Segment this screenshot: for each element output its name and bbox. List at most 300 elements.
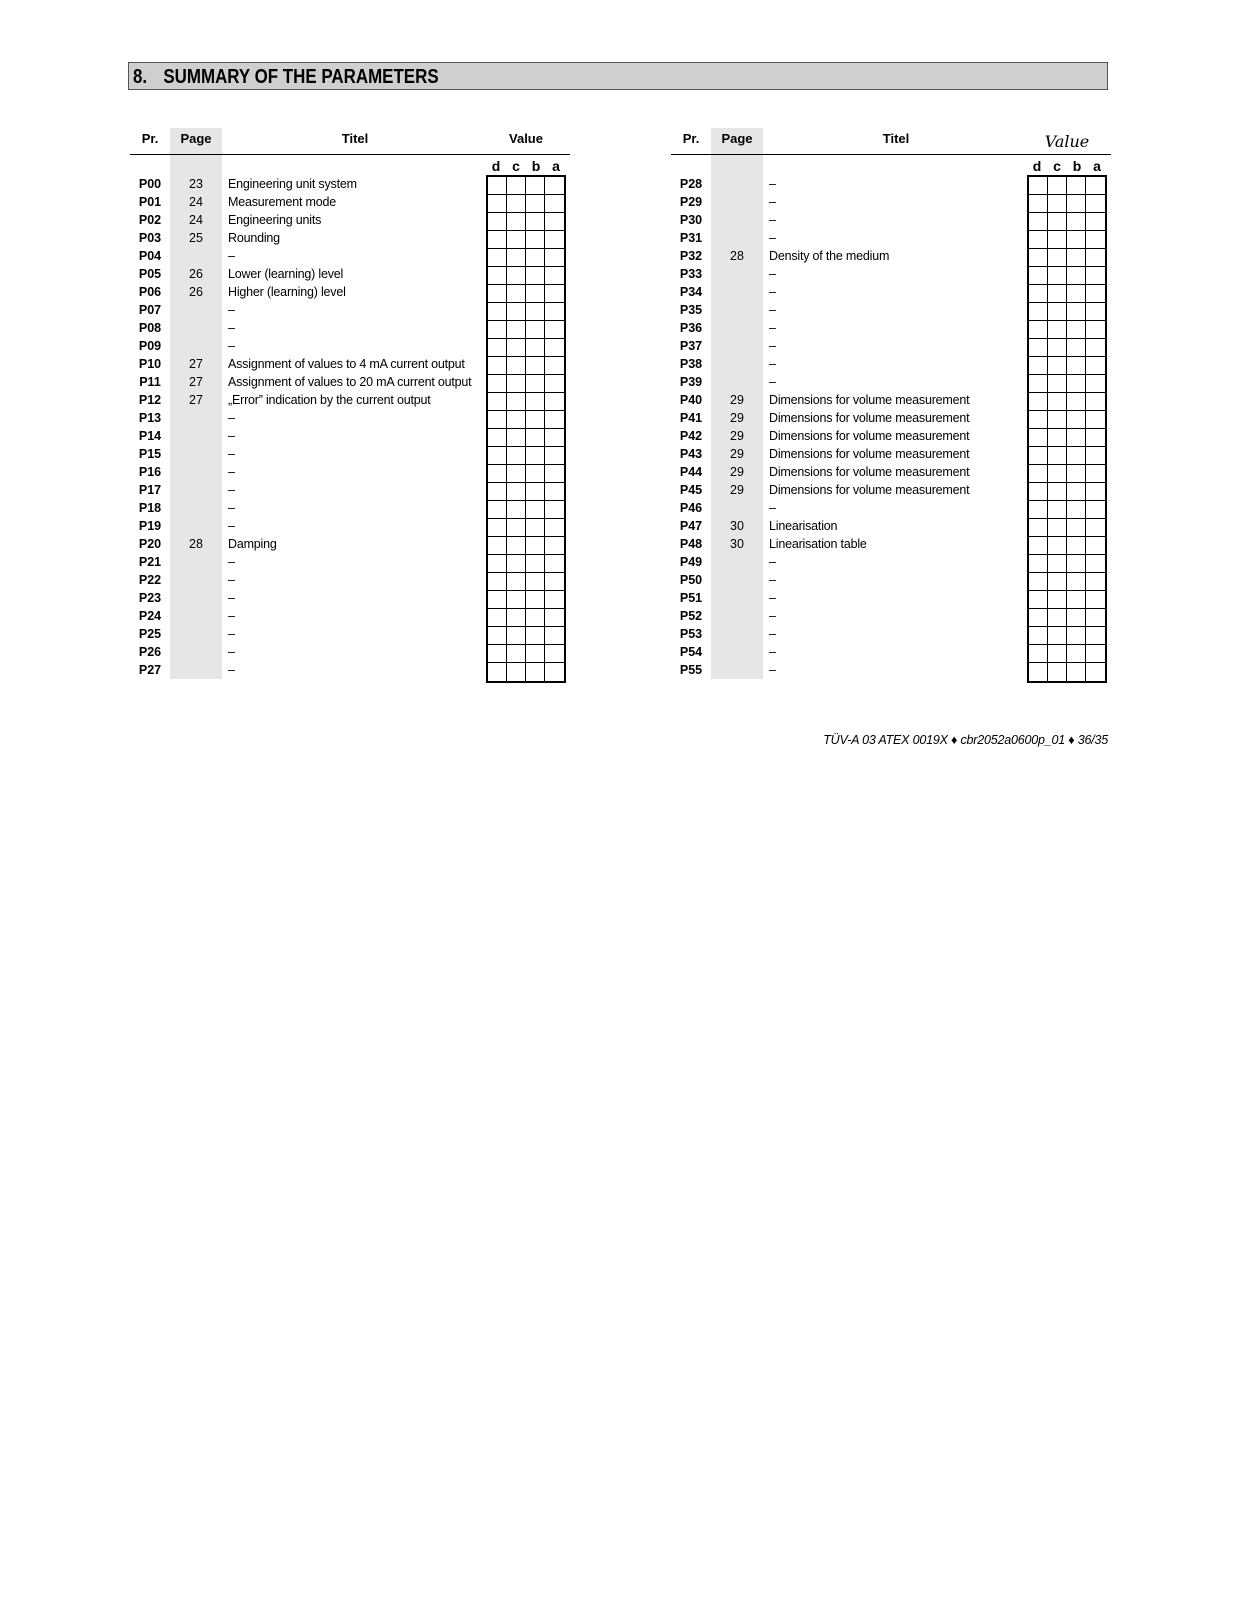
- value-entry-cell[interactable]: [1029, 627, 1048, 644]
- value-entry-cell[interactable]: [1048, 573, 1067, 590]
- value-entry-cell[interactable]: [526, 339, 545, 356]
- value-entry-cell[interactable]: [488, 357, 507, 374]
- parameter-title: Dimensions for volume measurement: [769, 429, 970, 443]
- value-entry-cell[interactable]: [1067, 609, 1086, 626]
- value-entry-cell[interactable]: [488, 627, 507, 644]
- value-entry-cell[interactable]: [1048, 303, 1067, 320]
- value-entry-cell[interactable]: [526, 231, 545, 248]
- parameter-title: Higher (learning) level: [228, 285, 346, 299]
- value-entry-cell[interactable]: [526, 411, 545, 428]
- column-header-page: Page: [711, 128, 763, 154]
- value-entry-cell[interactable]: [1086, 645, 1105, 662]
- value-entry-cell[interactable]: [1067, 537, 1086, 554]
- value-entry-cell[interactable]: [488, 447, 507, 464]
- value-entry-cell[interactable]: [1048, 483, 1067, 500]
- value-entry-cell[interactable]: [526, 357, 545, 374]
- value-entry-cell[interactable]: [507, 177, 526, 194]
- value-entry-cell[interactable]: [1029, 537, 1048, 554]
- value-entry-cell[interactable]: [545, 429, 564, 446]
- value-entry-cell[interactable]: [545, 591, 564, 608]
- value-entry-cell[interactable]: [507, 573, 526, 590]
- value-entry-cell[interactable]: [1029, 303, 1048, 320]
- value-entry-cell[interactable]: [1086, 357, 1105, 374]
- value-entry-cell[interactable]: [1086, 375, 1105, 392]
- value-entry-row: [488, 447, 564, 465]
- value-entry-cell[interactable]: [545, 375, 564, 392]
- value-entry-cell[interactable]: [507, 249, 526, 266]
- value-entry-cell[interactable]: [1067, 195, 1086, 212]
- value-entry-cell[interactable]: [1086, 537, 1105, 554]
- value-entry-cell[interactable]: [1067, 303, 1086, 320]
- value-entry-cell[interactable]: [488, 465, 507, 482]
- value-entry-cell[interactable]: [507, 393, 526, 410]
- value-entry-cell[interactable]: [1086, 663, 1105, 681]
- parameter-title: Dimensions for volume measurement: [769, 483, 970, 497]
- parameter-number: P55: [679, 663, 703, 677]
- value-entry-cell[interactable]: [1029, 321, 1048, 338]
- parameter-title: –: [228, 573, 235, 587]
- value-entry-cell[interactable]: [1067, 447, 1086, 464]
- value-entry-cell[interactable]: [1029, 393, 1048, 410]
- page-number: 30: [711, 535, 763, 553]
- value-entry-cell[interactable]: [1048, 213, 1067, 230]
- value-entry-cell[interactable]: [545, 195, 564, 212]
- value-entry-cell[interactable]: [1048, 267, 1067, 284]
- value-entry-cell[interactable]: [488, 537, 507, 554]
- value-entry-cell[interactable]: [1067, 573, 1086, 590]
- value-entry-cell[interactable]: [1048, 321, 1067, 338]
- value-entry-cell[interactable]: [1086, 573, 1105, 590]
- value-entry-cell[interactable]: [1067, 411, 1086, 428]
- value-entry-row: [488, 321, 564, 339]
- value-entry-cell[interactable]: [1048, 447, 1067, 464]
- value-entry-row: [1029, 627, 1105, 645]
- parameter-number: P45: [679, 483, 703, 497]
- value-entry-cell[interactable]: [1086, 195, 1105, 212]
- page-number: [170, 463, 222, 481]
- value-entry-cell[interactable]: [488, 321, 507, 338]
- parameter-number: P38: [679, 357, 703, 371]
- value-entry-cell[interactable]: [488, 501, 507, 518]
- page-number: [170, 517, 222, 535]
- page-number: 23: [170, 175, 222, 193]
- value-entry-grid: [1027, 175, 1107, 683]
- value-entry-row: [1029, 303, 1105, 321]
- value-entry-cell[interactable]: [545, 573, 564, 590]
- value-entry-cell[interactable]: [526, 267, 545, 284]
- parameter-title: Assignment of values to 20 mA current output: [228, 375, 472, 389]
- value-entry-cell[interactable]: [1067, 213, 1086, 230]
- value-entry-cell[interactable]: [507, 231, 526, 248]
- column-header-value: Value: [509, 131, 543, 146]
- value-entry-cell[interactable]: [1086, 339, 1105, 356]
- parameter-title: –: [769, 663, 776, 677]
- value-entry-cell[interactable]: [1029, 267, 1048, 284]
- value-entry-cell[interactable]: [526, 285, 545, 302]
- value-entry-cell[interactable]: [526, 663, 545, 681]
- value-entry-cell[interactable]: [1048, 195, 1067, 212]
- value-entry-cell[interactable]: [507, 429, 526, 446]
- value-entry-cell[interactable]: [1086, 321, 1105, 338]
- value-entry-cell[interactable]: [1029, 177, 1048, 194]
- value-entry-cell[interactable]: [507, 447, 526, 464]
- value-entry-cell[interactable]: [526, 447, 545, 464]
- value-entry-cell[interactable]: [488, 645, 507, 662]
- value-entry-cell[interactable]: [488, 573, 507, 590]
- value-entry-cell[interactable]: [1067, 375, 1086, 392]
- value-entry-cell[interactable]: [1048, 393, 1067, 410]
- value-entry-cell[interactable]: [526, 483, 545, 500]
- value-entry-cell[interactable]: [1048, 519, 1067, 536]
- value-entry-cell[interactable]: [1029, 285, 1048, 302]
- parameter-number: P49: [679, 555, 703, 569]
- value-entry-cell[interactable]: [526, 501, 545, 518]
- value-entry-cell[interactable]: [507, 303, 526, 320]
- value-entry-cell[interactable]: [545, 285, 564, 302]
- value-entry-cell[interactable]: [1029, 231, 1048, 248]
- value-entry-cell[interactable]: [1048, 555, 1067, 572]
- value-entry-cell[interactable]: [1048, 537, 1067, 554]
- parameter-title: –: [228, 465, 235, 479]
- value-entry-cell[interactable]: [1029, 519, 1048, 536]
- value-entry-row: [1029, 537, 1105, 555]
- value-entry-cell[interactable]: [545, 465, 564, 482]
- value-entry-cell[interactable]: [1086, 393, 1105, 410]
- value-entry-cell[interactable]: [488, 177, 507, 194]
- value-entry-cell[interactable]: [1067, 663, 1086, 681]
- value-entry-cell[interactable]: [1086, 303, 1105, 320]
- page-number: [170, 445, 222, 463]
- value-entry-cell[interactable]: [545, 663, 564, 681]
- value-entry-cell[interactable]: [1086, 501, 1105, 518]
- page-number: 30: [711, 517, 763, 535]
- value-entry-cell[interactable]: [526, 393, 545, 410]
- value-entry-cell[interactable]: [1048, 411, 1067, 428]
- value-entry-cell[interactable]: [1048, 339, 1067, 356]
- page-number: 29: [711, 445, 763, 463]
- value-entry-cell[interactable]: [1029, 501, 1048, 518]
- value-entry-cell[interactable]: [526, 465, 545, 482]
- parameter-title: Assignment of values to 4 mA current output: [228, 357, 465, 371]
- page-number: 26: [170, 283, 222, 301]
- value-entry-cell[interactable]: [507, 483, 526, 500]
- page-number: [711, 301, 763, 319]
- value-entry-cell[interactable]: [526, 627, 545, 644]
- value-entry-cell[interactable]: [1048, 177, 1067, 194]
- value-entry-cell[interactable]: [545, 267, 564, 284]
- value-entry-cell[interactable]: [1086, 177, 1105, 194]
- column-header-title: Titel: [341, 131, 369, 146]
- value-entry-cell[interactable]: [1048, 645, 1067, 662]
- value-entry-cell[interactable]: [545, 177, 564, 194]
- value-entry-cell[interactable]: [1048, 231, 1067, 248]
- page-number: [170, 571, 222, 589]
- parameter-title: –: [228, 411, 235, 425]
- value-entry-cell[interactable]: [545, 537, 564, 554]
- value-entry-cell[interactable]: [1029, 447, 1048, 464]
- value-entry-cell[interactable]: [488, 339, 507, 356]
- value-entry-cell[interactable]: [1029, 375, 1048, 392]
- value-letter: c: [512, 158, 520, 174]
- value-entry-cell[interactable]: [507, 213, 526, 230]
- value-entry-cell[interactable]: [488, 195, 507, 212]
- value-entry-cell[interactable]: [1029, 555, 1048, 572]
- value-entry-cell[interactable]: [488, 483, 507, 500]
- value-entry-cell[interactable]: [1067, 267, 1086, 284]
- value-entry-cell[interactable]: [1067, 321, 1086, 338]
- value-entry-cell[interactable]: [1048, 609, 1067, 626]
- value-entry-cell[interactable]: [545, 483, 564, 500]
- value-entry-cell[interactable]: [488, 591, 507, 608]
- value-entry-cell[interactable]: [507, 663, 526, 681]
- page-number: [170, 625, 222, 643]
- value-entry-cell[interactable]: [1067, 483, 1086, 500]
- value-entry-cell[interactable]: [526, 321, 545, 338]
- parameter-number: P27: [138, 663, 162, 677]
- parameter-number: P34: [679, 285, 703, 299]
- value-entry-cell[interactable]: [1086, 231, 1105, 248]
- value-entry-cell[interactable]: [1029, 411, 1048, 428]
- page-number: [170, 481, 222, 499]
- value-entry-cell[interactable]: [1086, 213, 1105, 230]
- page-number: 25: [170, 229, 222, 247]
- page-number: 29: [711, 481, 763, 499]
- page-number: [170, 607, 222, 625]
- value-entry-cell[interactable]: [545, 609, 564, 626]
- value-entry-cell[interactable]: [545, 555, 564, 572]
- value-entry-cell[interactable]: [1086, 447, 1105, 464]
- value-entry-cell[interactable]: [1029, 591, 1048, 608]
- value-entry-cell[interactable]: [488, 555, 507, 572]
- page-number: [170, 643, 222, 661]
- value-entry-cell[interactable]: [507, 627, 526, 644]
- value-entry-cell[interactable]: [526, 645, 545, 662]
- value-entry-cell[interactable]: [545, 231, 564, 248]
- value-entry-cell[interactable]: [507, 501, 526, 518]
- value-entry-cell[interactable]: [545, 303, 564, 320]
- value-entry-cell[interactable]: [1067, 393, 1086, 410]
- value-entry-row: [488, 627, 564, 645]
- value-entry-cell[interactable]: [1048, 627, 1067, 644]
- value-entry-cell[interactable]: [507, 285, 526, 302]
- parameter-title: –: [769, 627, 776, 641]
- value-entry-cell[interactable]: [507, 609, 526, 626]
- value-entry-cell[interactable]: [1086, 609, 1105, 626]
- value-entry-cell[interactable]: [507, 375, 526, 392]
- value-entry-cell[interactable]: [1067, 339, 1086, 356]
- value-entry-cell[interactable]: [526, 555, 545, 572]
- value-entry-cell[interactable]: [1067, 591, 1086, 608]
- value-entry-cell[interactable]: [1029, 429, 1048, 446]
- value-entry-row: [488, 393, 564, 411]
- value-entry-cell[interactable]: [545, 339, 564, 356]
- value-entry-cell[interactable]: [526, 591, 545, 608]
- value-entry-cell[interactable]: [1029, 609, 1048, 626]
- value-entry-cell[interactable]: [1086, 465, 1105, 482]
- parameter-number: P01: [138, 195, 162, 209]
- value-entry-cell[interactable]: [507, 357, 526, 374]
- value-entry-cell[interactable]: [488, 303, 507, 320]
- value-entry-cell[interactable]: [1086, 483, 1105, 500]
- value-entry-cell[interactable]: [488, 609, 507, 626]
- parameter-title: Dimensions for volume measurement: [769, 393, 970, 407]
- parameter-number: P20: [138, 537, 162, 551]
- parameter-number: P44: [679, 465, 703, 479]
- value-entry-cell[interactable]: [545, 411, 564, 428]
- parameter-title: –: [769, 267, 776, 281]
- value-entry-cell[interactable]: [545, 447, 564, 464]
- parameter-title: –: [228, 555, 235, 569]
- value-entry-cell[interactable]: [1086, 429, 1105, 446]
- value-entry-row: [488, 645, 564, 663]
- value-entry-row: [1029, 267, 1105, 285]
- value-entry-cell[interactable]: [1048, 591, 1067, 608]
- value-entry-row: [1029, 393, 1105, 411]
- value-entry-cell[interactable]: [526, 177, 545, 194]
- value-entry-cell[interactable]: [488, 375, 507, 392]
- value-entry-cell[interactable]: [507, 645, 526, 662]
- value-entry-cell[interactable]: [1086, 411, 1105, 428]
- value-entry-cell[interactable]: [1029, 483, 1048, 500]
- value-entry-cell[interactable]: [1029, 339, 1048, 356]
- value-entry-cell[interactable]: [545, 357, 564, 374]
- value-entry-cell[interactable]: [545, 519, 564, 536]
- value-entry-cell[interactable]: [1067, 429, 1086, 446]
- page-number: 27: [170, 391, 222, 409]
- value-entry-cell[interactable]: [526, 429, 545, 446]
- value-entry-cell[interactable]: [488, 663, 507, 681]
- value-entry-cell[interactable]: [526, 249, 545, 266]
- value-entry-cell[interactable]: [1029, 573, 1048, 590]
- value-entry-cell[interactable]: [545, 645, 564, 662]
- value-entry-cell[interactable]: [526, 303, 545, 320]
- value-entry-cell[interactable]: [1067, 645, 1086, 662]
- value-entry-cell[interactable]: [1048, 429, 1067, 446]
- parameter-number: P24: [138, 609, 162, 623]
- value-entry-cell[interactable]: [1086, 627, 1105, 644]
- value-entry-cell[interactable]: [1048, 501, 1067, 518]
- page-number: [711, 355, 763, 373]
- value-letter: b: [531, 158, 541, 174]
- value-entry-cell[interactable]: [507, 267, 526, 284]
- value-entry-cell[interactable]: [1029, 357, 1048, 374]
- value-entry-cell[interactable]: [526, 213, 545, 230]
- value-entry-cell[interactable]: [1029, 465, 1048, 482]
- value-letter: a: [552, 158, 560, 174]
- value-entry-cell[interactable]: [526, 573, 545, 590]
- value-entry-cell[interactable]: [1048, 375, 1067, 392]
- value-entry-row: [488, 411, 564, 429]
- value-entry-cell[interactable]: [1048, 249, 1067, 266]
- value-entry-cell[interactable]: [1029, 663, 1048, 681]
- value-entry-cell[interactable]: [488, 231, 507, 248]
- parameter-number: P23: [138, 591, 162, 605]
- value-entry-cell[interactable]: [1086, 249, 1105, 266]
- page-number: [170, 427, 222, 445]
- value-entry-cell[interactable]: [545, 393, 564, 410]
- value-entry-cell[interactable]: [526, 195, 545, 212]
- value-entry-cell[interactable]: [1067, 231, 1086, 248]
- parameter-number: P47: [679, 519, 703, 533]
- value-entry-cell[interactable]: [1048, 285, 1067, 302]
- value-entry-cell[interactable]: [545, 249, 564, 266]
- value-entry-cell[interactable]: [507, 195, 526, 212]
- value-entry-cell[interactable]: [488, 285, 507, 302]
- value-entry-cell[interactable]: [488, 393, 507, 410]
- value-entry-cell[interactable]: [488, 213, 507, 230]
- value-entry-cell[interactable]: [488, 519, 507, 536]
- value-entry-cell[interactable]: [507, 555, 526, 572]
- value-entry-cell[interactable]: [1048, 663, 1067, 681]
- value-entry-cell[interactable]: [1067, 357, 1086, 374]
- value-entry-cell[interactable]: [1067, 519, 1086, 536]
- value-entry-row: [488, 195, 564, 213]
- value-entry-cell[interactable]: [1086, 591, 1105, 608]
- value-entry-cell[interactable]: [1067, 555, 1086, 572]
- parameter-title: Damping: [228, 537, 277, 551]
- page-number: [170, 301, 222, 319]
- value-entry-cell[interactable]: [1029, 249, 1048, 266]
- value-entry-cell[interactable]: [545, 501, 564, 518]
- value-entry-cell[interactable]: [1067, 465, 1086, 482]
- value-entry-cell[interactable]: [1048, 465, 1067, 482]
- page-number: [711, 265, 763, 283]
- value-entry-cell[interactable]: [1086, 555, 1105, 572]
- value-entry-cell[interactable]: [507, 321, 526, 338]
- value-entry-cell[interactable]: [488, 267, 507, 284]
- value-entry-cell[interactable]: [526, 375, 545, 392]
- value-entry-cell[interactable]: [1086, 285, 1105, 302]
- value-entry-cell[interactable]: [545, 321, 564, 338]
- value-entry-cell[interactable]: [1067, 285, 1086, 302]
- value-entry-cell[interactable]: [507, 411, 526, 428]
- value-entry-cell[interactable]: [1086, 267, 1105, 284]
- value-entry-cell[interactable]: [1086, 519, 1105, 536]
- value-entry-cell[interactable]: [507, 339, 526, 356]
- page-number: [711, 337, 763, 355]
- value-entry-cell[interactable]: [507, 537, 526, 554]
- parameter-title: –: [228, 609, 235, 623]
- page-number: [711, 607, 763, 625]
- parameter-title: –: [769, 321, 776, 335]
- value-entry-cell[interactable]: [1067, 627, 1086, 644]
- value-entry-cell[interactable]: [526, 519, 545, 536]
- value-entry-cell[interactable]: [507, 591, 526, 608]
- value-entry-cell[interactable]: [1029, 213, 1048, 230]
- value-entry-row: [1029, 645, 1105, 663]
- value-entry-cell[interactable]: [1067, 177, 1086, 194]
- value-entry-cell[interactable]: [488, 429, 507, 446]
- column-header-title: Titel: [882, 131, 910, 146]
- value-entry-cell[interactable]: [1029, 195, 1048, 212]
- value-entry-cell[interactable]: [1048, 357, 1067, 374]
- value-entry-cell[interactable]: [526, 609, 545, 626]
- value-entry-cell[interactable]: [488, 249, 507, 266]
- page-number: 28: [711, 247, 763, 265]
- value-entry-cell[interactable]: [545, 213, 564, 230]
- value-entry-cell[interactable]: [507, 519, 526, 536]
- value-entry-cell[interactable]: [1067, 501, 1086, 518]
- value-entry-cell[interactable]: [545, 627, 564, 644]
- value-entry-cell[interactable]: [526, 537, 545, 554]
- value-entry-cell[interactable]: [1029, 645, 1048, 662]
- parameter-number: P25: [138, 627, 162, 641]
- value-entry-cell[interactable]: [488, 411, 507, 428]
- value-entry-cell[interactable]: [507, 465, 526, 482]
- page-number: [170, 337, 222, 355]
- value-entry-cell[interactable]: [1067, 249, 1086, 266]
- parameter-title: –: [228, 429, 235, 443]
